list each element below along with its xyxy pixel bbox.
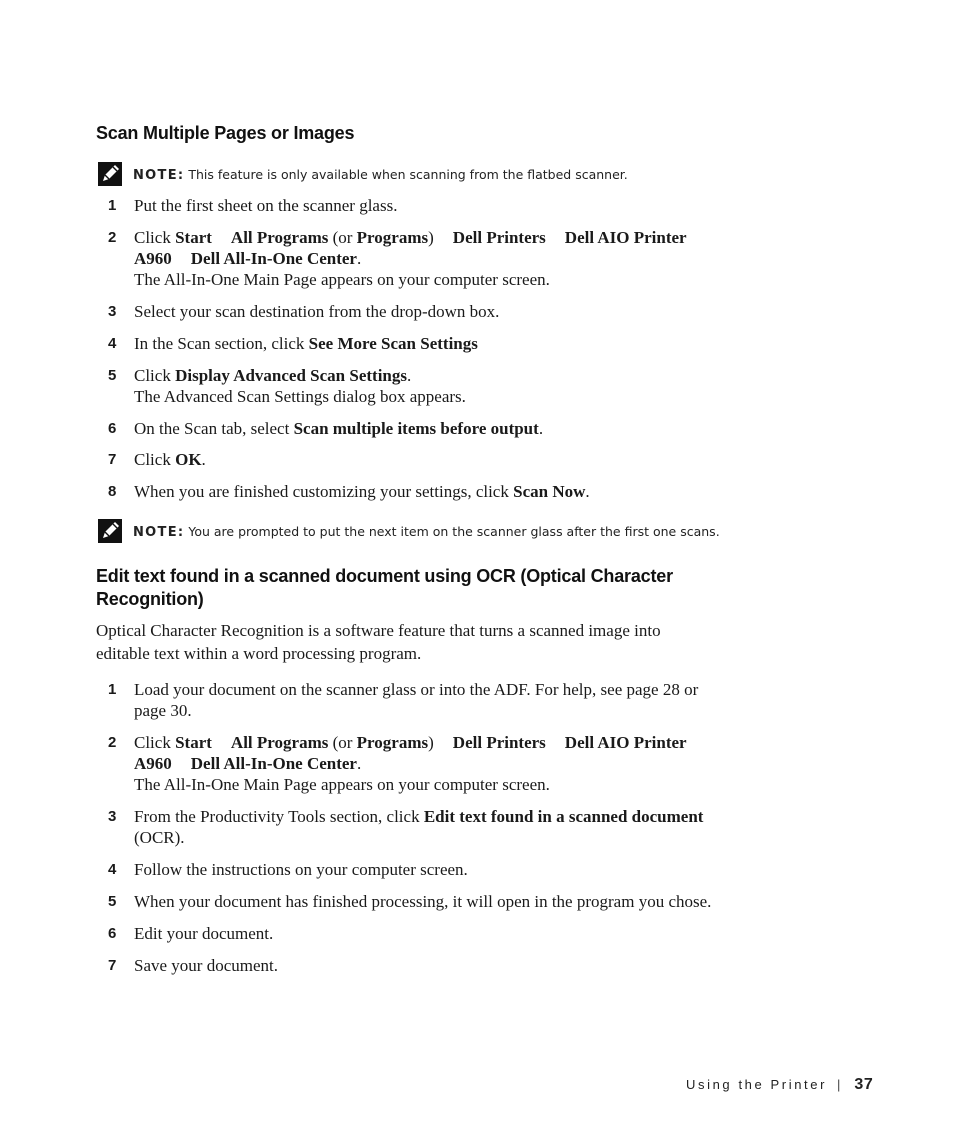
step-text: Click: [134, 733, 171, 752]
step-text: Put the first sheet on the scanner glass.: [134, 196, 398, 215]
intro-paragraph: [96, 619, 756, 665]
menu-path-dell-printers: Dell Printers: [452, 228, 546, 247]
step-text: Select your scan destination from the drop-down box.: [134, 302, 500, 321]
ui-label-see-more-scan-settings: See More Scan Settings: [308, 334, 478, 353]
step-number: 7: [108, 451, 117, 468]
ui-label-display-advanced-scan-settings: Display Advanced Scan Settings: [175, 366, 408, 385]
step-text: Load your document on the scanner glass or into the ADF. For help, see page 28 or: [134, 680, 699, 699]
ui-label-scan-now: Scan Now: [513, 482, 586, 501]
page-number: 37: [854, 1076, 874, 1093]
step-number: 4: [108, 335, 117, 352]
step-text: .: [356, 249, 362, 268]
step-number: 1: [108, 197, 117, 214]
ui-label-ok: OK: [175, 450, 202, 469]
step-text: (OCR).: [134, 828, 185, 847]
paragraph-line: Optical Character Recognition is a software feature that turns a scanned image into: [96, 621, 661, 640]
pencil-note-icon: [98, 519, 122, 543]
step-text: page 30.: [134, 701, 192, 720]
note-text: You are prompted to put the next item on the scanner glass after the first one scans.: [188, 524, 720, 539]
menu-path-dell-aio-printer: Dell AIO Printer: [564, 228, 687, 247]
step-text: When you are finished customizing your settings, click: [134, 482, 509, 501]
step-text: ): [428, 733, 434, 752]
step-result: The All-In-One Main Page appears on your computer screen.: [134, 270, 550, 289]
step-text: .: [538, 419, 544, 438]
ui-label-edit-text-found: Edit text found in a scanned document: [423, 807, 704, 826]
step-number: 3: [108, 303, 117, 320]
menu-path-a960: A960: [134, 249, 172, 268]
step-text: ): [428, 228, 434, 247]
note-text: This feature is only available when scanning from the flatbed scanner.: [188, 167, 628, 182]
footer-separator: |: [837, 1077, 841, 1092]
step-text: (or: [332, 228, 353, 247]
menu-path-start: Start: [175, 228, 212, 247]
note-label: NOTE:: [133, 525, 185, 540]
note-label: NOTE:: [133, 168, 185, 183]
step-number: 4: [108, 861, 117, 878]
menu-path-all-in-one-center: Dell All-In-One Center: [190, 249, 357, 268]
step-text: Click: [134, 366, 171, 385]
step-number: 5: [108, 367, 117, 384]
step-text: .: [407, 366, 412, 385]
step-text: In the Scan section, click: [134, 334, 305, 353]
heading-line: Edit text found in a scanned document using OCR (Optical Character: [96, 566, 673, 586]
pencil-note-icon: [98, 162, 122, 186]
step-number: 2: [108, 229, 117, 246]
heading-line: Recognition): [96, 589, 204, 609]
step-number: 3: [108, 808, 117, 825]
step-text: Edit your document.: [134, 924, 274, 943]
step-text: Save your document.: [134, 956, 278, 975]
step-number: 5: [108, 893, 117, 910]
step-number: 6: [108, 925, 117, 942]
menu-path-programs: Programs: [356, 733, 429, 752]
step-text: Follow the instructions on your computer screen.: [134, 860, 468, 879]
ui-label-scan-multiple-items: Scan multiple items before output: [293, 419, 539, 438]
step-number: 7: [108, 957, 117, 974]
step-number: 2: [108, 734, 117, 751]
page-footer: [686, 1076, 873, 1094]
menu-path-start: Start: [175, 733, 212, 752]
step-text: (or: [332, 733, 353, 752]
step-text: Click: [134, 450, 171, 469]
menu-path-a960: A960: [134, 754, 172, 773]
section-heading-scan-multiple: Scan Multiple Pages or Images: [96, 123, 355, 143]
step-text: .: [585, 482, 590, 501]
step-text: On the Scan tab, select: [134, 419, 290, 438]
menu-path-all-in-one-center: Dell All-In-One Center: [190, 754, 357, 773]
step-text: .: [201, 450, 206, 469]
step-result: The All-In-One Main Page appears on your computer screen.: [134, 775, 550, 794]
step-text: .: [356, 754, 362, 773]
menu-path-all-programs: All Programs: [230, 733, 329, 752]
menu-path-all-programs: All Programs: [230, 228, 329, 247]
step-text: From the Productivity Tools section, click: [134, 807, 420, 826]
step-number: 6: [108, 420, 117, 437]
step-result: The Advanced Scan Settings dialog box appears.: [134, 387, 466, 406]
menu-path-programs: Programs: [356, 228, 429, 247]
step-text: Click: [134, 228, 171, 247]
menu-path-dell-aio-printer: Dell AIO Printer: [564, 733, 687, 752]
menu-path-dell-printers: Dell Printers: [452, 733, 546, 752]
paragraph-line: editable text within a word processing program.: [96, 644, 422, 663]
step-number: 8: [108, 483, 117, 500]
step-number: 1: [108, 681, 117, 698]
section-heading-ocr: [96, 565, 673, 611]
step-text: When your document has finished processing, it will open in the program you chose.: [134, 892, 712, 911]
footer-section-title: Using the Printer: [686, 1077, 828, 1092]
